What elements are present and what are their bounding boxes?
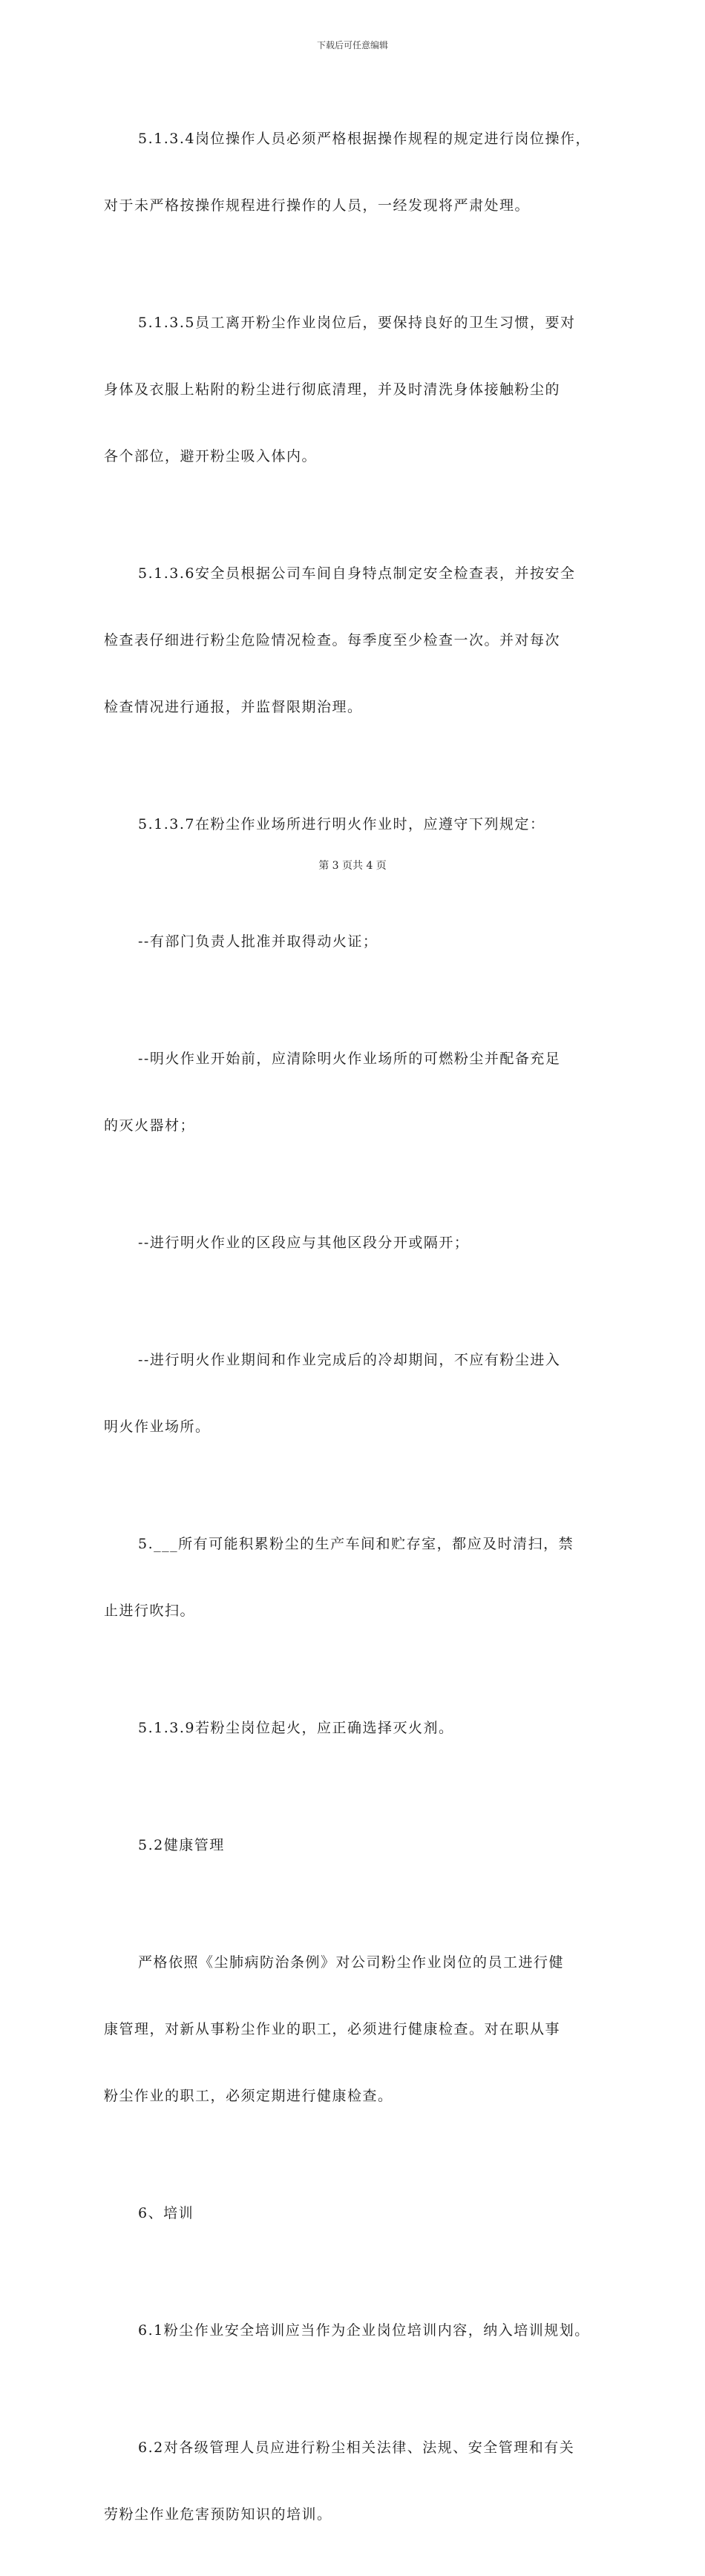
paragraph-line: 5.1.3.6安全员根据公司车间自身特点制定安全检查表，并按安全 [138, 565, 576, 582]
paragraph-line: 各个部位，避开粉尘吸入体内。 [104, 448, 318, 464]
paragraph-line: 5.1.3.9若粉尘岗位起火，应正确选择灭火剂。 [138, 1720, 454, 1736]
paragraph-line: 6、培训 [138, 2205, 194, 2221]
paragraph-line: --进行明火作业期间和作业完成后的冷却期间，不应有粉尘进入 [138, 1352, 561, 1368]
paragraph-line: 5.1.3.4岗位操作人员必须严格根据操作规程的规定进行岗位操作， [138, 131, 591, 147]
paragraph-line: 检查情况进行通报，并监督限期治理。 [104, 699, 363, 715]
page-header: 下载后可任意编辑 [316, 40, 388, 50]
paragraph-6-1 [104, 2275, 623, 2386]
paragraph-line: 5.2健康管理 [138, 1837, 225, 1853]
paragraph-line: 劳粉尘作业危害预防知识的培训。 [104, 2506, 332, 2523]
list-item-separate-section [104, 1187, 623, 1298]
list-item-cooling-period [104, 1304, 623, 1482]
paragraph-line: 检查表仔细进行粉尘危险情况检查。每季度至少检查一次。并对每次 [104, 632, 561, 648]
page-footer: 第 3 页共 4 页 [318, 860, 387, 872]
paragraph-line: 的灭火器材； [104, 1117, 196, 1134]
paragraph-line: --进行明火作业的区段应与其他区段分开或隔开； [138, 1235, 470, 1251]
paragraph-cleaning [104, 1488, 623, 1666]
paragraph-5-1-3-5 [104, 267, 623, 512]
paragraph-line: 严格依照《尘肺病防治条例》对公司粉尘作业岗位的员工进行健 [138, 1954, 565, 1971]
section-heading-6 [104, 2158, 623, 2269]
paragraph-line: --明火作业开始前，应清除明火作业场所的可燃粉尘并配备充足 [138, 1051, 561, 1067]
document-body [104, 83, 623, 2576]
paragraph-line: --有部门负责人批准并取得动火证； [138, 933, 378, 950]
paragraph-5-1-3-4 [104, 83, 623, 261]
paragraph-line: 6.1粉尘作业安全培训应当作为企业岗位培训内容，纳入培训规划。 [138, 2322, 590, 2339]
paragraph-line: 5.1.3.5员工离开粉尘作业岗位后，要保持良好的卫生习惯，要对 [138, 315, 576, 331]
paragraph-line: 粉尘作业的职工，必须定期进行健康检查。 [104, 2088, 393, 2104]
paragraph-line: 身体及衣服上粘附的粉尘进行彻底清理，并及时清洗身体接触粉尘的 [104, 381, 561, 398]
section-heading-5-2 [104, 1790, 623, 1901]
paragraph-line: 5.___所有可能积累粉尘的生产车间和贮存室，都应及时清扫，禁 [138, 1536, 574, 1552]
list-item-clear-dust [104, 1003, 623, 1181]
paragraph-line: 5.1.3.7在粉尘作业场所进行明火作业时，应遵守下列规定： [138, 816, 545, 832]
paragraph-5-1-3-6 [104, 518, 623, 763]
paragraph-5-1-3-9 [104, 1672, 623, 1784]
paragraph-line: 对于未严格按操作规程进行操作的人员，一经发现将严肃处理。 [104, 197, 531, 214]
paragraph-line: 6.2对各级管理人员应进行粉尘相关法律、法规、安全管理和有关 [138, 2439, 575, 2456]
paragraph-line: 止进行吹扫。 [104, 1603, 196, 1619]
paragraph-health-management [104, 1907, 623, 2152]
paragraph-line: 明火作业场所。 [104, 1419, 211, 1435]
paragraph-6-2 [104, 2392, 623, 2570]
list-item-fire-permit [104, 886, 623, 997]
paragraph-line: 康管理，对新从事粉尘作业的职工，必须进行健康检查。对在职从事 [104, 2021, 561, 2037]
